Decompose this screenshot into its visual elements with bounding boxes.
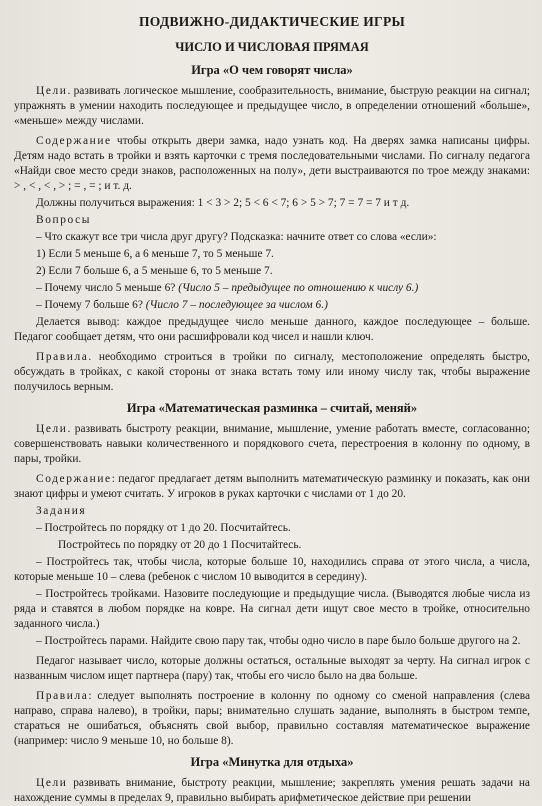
section-title: ЧИСЛО И ЧИСЛОВАЯ ПРЯМАЯ [175,40,369,54]
game2-task-2: Постройтесь по порядку от 20 до 1 Посчитайтесь. [58,539,302,551]
game1-goal-text: . развивать логическое мышление, сообразительность, внимание, быструю реакции на сигнал; упражнять в умении находить последующее и предыдущее число, в определении отношений «больше», «меньше» между числами. [14,85,530,127]
game1-question-4-text: – Почему число 5 меньше 6? [36,282,179,294]
game2-task-4: – Постройтесь тройками. Назовите последующие и предыдущие числа. (Выводятся любые числа из ряда и ставятся в любом порядке на ковре. На сигнал дети ищут свое место в тройке, относительно заданного числа.) [14,588,530,630]
game3-goal-label: Цели [36,777,68,789]
game1-rules-text: . необходимо строиться в тройки по сигналу, местоположение определять быстро, обсуждать в тройках, с какой стороны от знака встать тому или иному числу так, чтобы выражение получилось верным. [14,351,530,393]
game2-task-3: – Постройтесь так, чтобы числа, которые больше 10, находились справа от этого числа, а числа, которые меньше 10 – слева (ребенок с числом 10 выводится в середину). [14,556,530,583]
page-title: ПОДВИЖНО-ДИДАКТИЧЕСКИЕ ИГРЫ [138,14,406,29]
game2-content-label: Содержание [36,473,112,485]
game3-goal-text: развивать внимание, быстроту реакции, мышление; закреплять умения решать задачи на нахождение суммы в пределах 9, правильно выбирать арифметическое действие при решении [14,777,530,804]
game1-goal [14,84,530,129]
game3-goal [14,776,530,806]
game1-content [14,134,530,194]
game2-task-1: – Постройтесь по порядку от 1 до 20. Посчитайтесь. [36,522,291,534]
game1-question-2: 1) Если 5 меньше 6, а 6 меньше 7, то 5 меньше 7. [36,248,274,260]
game1-title: Игра «О чем говорят числа» [191,63,353,77]
game2-title: Игра «Математическая разминка – считай, меняй» [126,401,418,415]
game3-title: Игра «Минутка для отдыха» [190,755,354,769]
game1-content-label: Содержание [36,135,112,147]
game2-content-text: : педагог предлагает детям выполнить математическую разминку и показать, как они знают цифры и умеют считать. У игроков в руках карточки с числами от 1 до 20. [14,473,530,500]
game1-question-3: 2) Если 7 больше 6, а 5 меньше 6, то 5 меньше 7. [36,265,273,277]
game1-question-5-text: – Почему 7 больше 6? [36,299,146,311]
game1-content-text: чтобы открыть двери замка, надо узнать код. На дверях замка написаны цифры. Детям надо встать в тройки и взять карточки с тремя последовательными числами. По сигналу педагога «Найди свое место среди знаков, расположенных на полу», дети выстраиваются по трое между знаками: > , < , < , > ; = , = ; и т. д. [14,135,530,192]
game1-questions-label: Вопросы [36,214,91,226]
game1-question-1: – Что скажут все три числа друг другу? Подсказка: начните ответ со слова «если»: [36,231,437,243]
game2-rules-label: Правила [36,690,89,702]
game1-expressions: Должны получиться выражения: 1 < 3 > 2; 5 < 6 < 7; 6 > 5 > 7; 7 = 7 = 7 и т д. [36,197,410,209]
game2-content [14,472,530,502]
game1-question-5-note: (Число 7 – последующее за числом 6.) [145,299,328,311]
game2-rules [14,689,530,749]
game1-question-4-note: (Число 5 – предыдущее по отношению к числу 6.) [178,282,419,294]
game2-after: Педагог называет число, которые должны остаться, остальные выходят за черту. На сигнал игрок с названным числом ищет партнера (пару) так, чтобы его число было на два больше. [14,655,530,682]
game2-rules-text: : следует выполнять построение в колонну по одному со сменой направления (слева направо, справа налево), в тройки, пары; внимательно слушать задание, выполнять в быстром темпе, стараться не ошибаться, объяснять свой выбор, правильно составляя математическое выражение (например: число 9 меньше 10, но больше 8). [14,690,530,747]
game2-goal [14,422,530,467]
game1-rules [14,350,530,395]
game1-goal-label: Цели [36,85,68,97]
game1-question-5 [14,298,530,313]
game2-tasks-label: Задания [36,505,87,517]
game1-rules-label: Правила [36,351,89,363]
game2-goal-label: Цели [36,423,68,435]
game1-conclusion: Делается вывод: каждое предыдущее число меньше данного, каждое последующее – больше. Педагог сообщает детям, что они расшифровали код чисел и нашли ключ. [14,316,530,343]
game2-task-5: – Постройтесь парами. Найдите свою пару так, чтобы одно число в паре было больше другого на 2. [36,635,521,647]
game1-question-4 [14,281,530,296]
game2-goal-text: . развивать быстроту реакции, внимание, мышление, умение работать вместе, согласованно; совершенствовать навыки количественного и порядкового счета, перестроения в колонну по одному, в пары, тройки. [14,423,530,465]
